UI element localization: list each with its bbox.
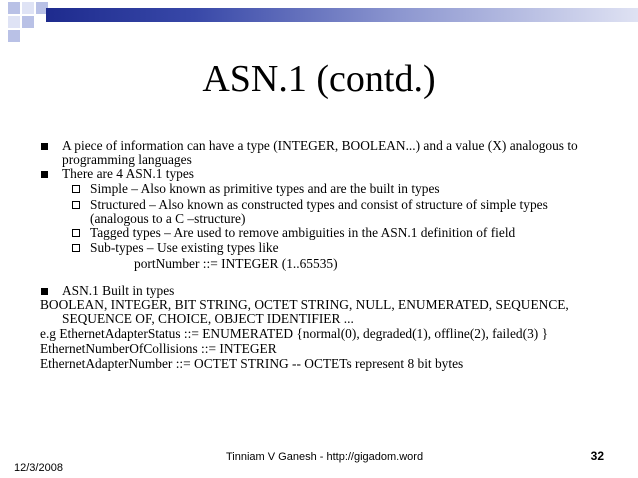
footer-date: 12/3/2008 [14,462,63,474]
hollow-square-bullet-icon [72,229,80,237]
body-line: BOOLEAN, INTEGER, BIT STRING, OCTET STRING, NULL, ENUMERATED, SEQUENCE, [40,297,569,312]
body-line-continued: SEQUENCE OF, CHOICE, OBJECT IDENTIFIER ... [62,311,354,326]
bullet-text-continued: programming languages [62,152,192,167]
decor-square [8,16,20,28]
hollow-square-bullet-icon [72,201,80,209]
sub-bullet-text: Sub-types – Use existing types like [90,240,279,255]
decor-square [22,2,34,14]
body-line: e.g EthernetAdapterStatus ::= ENUMERATED {normal(0), degraded(1), offline(2), failed(3) } [40,326,549,341]
code-example: portNumber ::= INTEGER (1..65535) [134,256,338,271]
bullet-text: ASN.1 Built in types [62,283,175,298]
header-gradient-bar [46,8,638,22]
sub-bullet-text: Structured – Also known as constructed types and consist of structure of simple types [90,197,548,212]
body-line: EthernetNumberOfCollisions ::= INTEGER [40,341,277,356]
bullet-text: There are 4 ASN.1 types [62,166,195,181]
square-bullet-icon [41,288,48,295]
decor-square [8,30,20,42]
hollow-square-bullet-icon [72,185,80,193]
page-number: 32 [590,449,604,463]
decor-square [22,16,34,28]
body-line: EthernetAdapterNumber ::= OCTET STRING -- OCTETs represent 8 bit bytes [40,356,464,371]
square-bullet-icon [41,171,48,178]
slide-title: ASN.1 (contd.) [202,58,436,100]
decor-square [8,2,20,14]
bullet-text: A piece of information can have a type (INTEGER, BOOLEAN...) and a value (X) analogous to [62,138,578,153]
hollow-square-bullet-icon [72,244,80,252]
footer-author: Tinniam V Ganesh - http://gigadom.word [226,451,424,463]
sub-bullet-text: Tagged types – Are used to remove ambiguities in the ASN.1 definition of field [90,225,516,240]
sub-bullet-text: Simple – Also known as primitive types and are the built in types [90,181,440,196]
square-bullet-icon [41,143,48,150]
sub-bullet-text-continued: (analogous to a C –structure) [90,211,246,226]
